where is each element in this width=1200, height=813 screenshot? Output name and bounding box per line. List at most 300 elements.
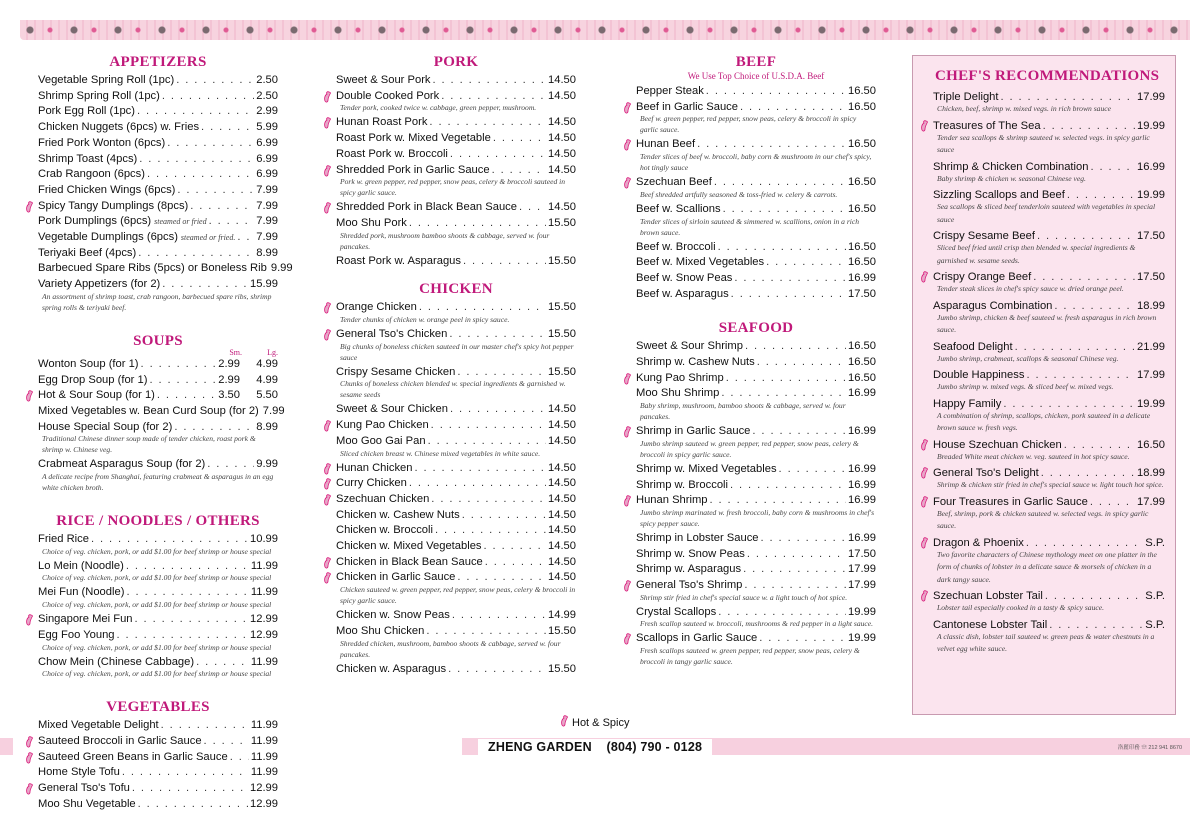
item-price: 11.99 xyxy=(250,750,278,763)
item-price: 14.50 xyxy=(548,74,576,86)
item-description: Shredded chicken, mushroom, bamboo shoots & cabbage, served w. four pancakes. xyxy=(340,638,561,659)
pepper-icon xyxy=(920,537,929,549)
item-price: 14.50 xyxy=(548,116,576,129)
item-name: Shredded Pork in Black Bean Sauce xyxy=(336,201,517,214)
menu-item-row xyxy=(336,523,576,539)
menu-list xyxy=(336,73,576,269)
menu-list xyxy=(636,339,876,667)
menu-item[interactable] xyxy=(636,478,876,494)
item-name: Spicy Tangy Dumplings (8pcs) xyxy=(38,199,189,212)
dot-leader xyxy=(177,183,254,199)
item-price: 11.99 xyxy=(250,655,278,668)
item-price: 15.50 xyxy=(548,328,576,341)
item-name: Lo Mein (Noodle) xyxy=(38,559,124,572)
item-name: Pork Dumplings (6pcs) xyxy=(38,215,152,228)
menu-item-row xyxy=(636,255,876,271)
menu-item-row xyxy=(636,462,876,478)
item-name: Shrimp w. Snow Peas xyxy=(636,547,745,560)
item-name: Dragon & Phoenix xyxy=(933,536,1024,549)
item-name: Beef w. Snow Peas xyxy=(636,271,733,284)
menu-item[interactable] xyxy=(636,240,876,256)
item-price: 6.99 xyxy=(256,152,278,165)
dot-leader xyxy=(138,797,248,813)
item-price: 16.99 xyxy=(848,425,876,438)
menu-item[interactable] xyxy=(336,492,576,508)
item-price: 12.99 xyxy=(250,613,278,626)
item-name: Four Treasures in Garlic Sauce xyxy=(933,495,1088,508)
item-name: Triple Delight xyxy=(933,91,999,103)
item-price: 10.99 xyxy=(250,533,278,546)
item-name: Crispy Sesame Chicken xyxy=(336,365,456,378)
dot-leader xyxy=(718,240,846,256)
dot-leader xyxy=(429,115,546,131)
item-price: 17.50 xyxy=(1137,271,1165,283)
menu-item[interactable] xyxy=(636,100,876,136)
pepper-icon xyxy=(920,467,929,479)
menu-item[interactable] xyxy=(933,89,1165,116)
item-price: 12.99 xyxy=(250,782,278,795)
menu-item[interactable] xyxy=(933,118,1165,157)
menu-item[interactable] xyxy=(336,624,576,660)
item-name: Crystal Scallops xyxy=(636,605,717,618)
menu-item-row xyxy=(336,608,576,624)
menu-item[interactable] xyxy=(336,539,576,555)
pepper-icon xyxy=(25,752,34,764)
item-name: Teriyaki Beef (4pcs) xyxy=(38,246,137,259)
item-name: Shrimp w. Broccoli xyxy=(636,478,729,491)
menu-item-row xyxy=(38,404,285,420)
menu-item[interactable] xyxy=(38,152,278,168)
dot-leader xyxy=(462,508,546,524)
item-name: Sweet & Sour Chicken xyxy=(336,403,448,416)
item-price: 16.99 xyxy=(848,478,876,491)
pepper-icon xyxy=(323,117,332,129)
item-name: Cantonese Lobster Tail xyxy=(933,618,1048,631)
menu-item[interactable] xyxy=(38,120,278,136)
section-appetizers xyxy=(38,54,293,313)
item-name: Scallops in Garlic Sauce xyxy=(636,632,758,645)
item-description: Beef shredded artfully seasoned & toss-fried w. celery & carrots. xyxy=(640,189,838,199)
menu-item[interactable] xyxy=(336,434,576,459)
dot-leader xyxy=(448,662,546,678)
menu-item[interactable] xyxy=(38,373,278,389)
item-price: 14.50 xyxy=(548,508,576,521)
menu-item-row xyxy=(38,718,278,734)
item-name: Crispy Sesame Beef xyxy=(933,230,1035,242)
footer-bar-left xyxy=(0,738,13,755)
item-description: Tender sea scallops & shrimp sauteed w. selected vegs. in spicy garlic sauce xyxy=(937,132,1150,154)
menu-item[interactable] xyxy=(38,734,278,750)
menu-item[interactable] xyxy=(38,765,278,781)
menu-item-row xyxy=(38,750,278,766)
item-price: 16.50 xyxy=(848,202,876,215)
dot-leader xyxy=(167,136,254,152)
menu-item[interactable] xyxy=(38,532,278,557)
item-name: Double Cooked Pork xyxy=(336,89,440,102)
item-name: Chicken w. Snow Peas xyxy=(336,609,450,622)
dot-leader xyxy=(176,73,254,89)
menu-item[interactable] xyxy=(336,254,576,270)
item-name: Chicken in Black Bean Sauce xyxy=(336,555,483,568)
item-name: Fried Chicken Wings (6pcs) xyxy=(38,183,176,196)
dot-leader xyxy=(734,271,846,287)
menu-item[interactable] xyxy=(636,202,876,238)
item-price: 7.99 xyxy=(256,199,278,212)
item-name: Moo Shu Shrimp xyxy=(636,387,720,400)
menu-item[interactable] xyxy=(636,137,876,173)
menu-item[interactable] xyxy=(933,269,1165,296)
pepper-icon xyxy=(25,201,34,213)
menu-item[interactable] xyxy=(933,588,1165,615)
item-name: Hot & Sour Soup (for 1) xyxy=(38,389,155,402)
menu-item[interactable] xyxy=(336,115,576,131)
menu-item[interactable] xyxy=(933,159,1165,186)
menu-item[interactable] xyxy=(336,131,576,147)
item-name: Asparagus Combination xyxy=(933,299,1053,312)
menu-item[interactable] xyxy=(38,420,278,456)
item-price: 7.99 xyxy=(262,404,285,417)
item-note: steamed or fried xyxy=(154,217,207,227)
dot-leader xyxy=(779,462,846,478)
item-description: Jumbo shrimp, crabmeat, scallops & seasonal Chinese veg. xyxy=(937,353,1119,363)
item-description: Choice of veg. chicken, pork, or add $1.00 for beef shrimp or house special xyxy=(42,669,272,679)
item-description: Chicken sauteed w. green pepper, red pepper, snow peas, celery & broccoli in spicy garlic sauce. xyxy=(340,585,576,606)
legend xyxy=(560,715,629,730)
menu-item[interactable] xyxy=(38,183,278,199)
menu-item-row xyxy=(336,200,576,216)
dot-leader xyxy=(450,147,546,163)
menu-item[interactable] xyxy=(636,371,876,387)
item-price: S.P. xyxy=(1145,618,1165,631)
item-price: 12.99 xyxy=(250,628,278,641)
menu-item-row xyxy=(636,547,876,563)
item-price: 14.99 xyxy=(548,609,576,622)
menu-item[interactable] xyxy=(38,559,278,584)
item-price: 14.50 xyxy=(548,477,576,490)
menu-item-row xyxy=(336,461,576,477)
item-price: 17.99 xyxy=(1137,369,1165,381)
menu-item[interactable] xyxy=(336,327,576,363)
item-price: 2.99 xyxy=(218,373,240,386)
pepper-icon xyxy=(623,580,632,592)
menu-item[interactable] xyxy=(336,402,576,418)
menu-item[interactable] xyxy=(336,418,576,434)
item-name: General Tso's Tofu xyxy=(38,782,130,795)
menu-item[interactable] xyxy=(38,199,278,215)
dot-leader xyxy=(743,562,846,578)
item-name: Variety Appetizers (for 2) xyxy=(38,278,161,291)
item-name: Happy Family xyxy=(933,397,1002,410)
item-name: Wonton Soup (for 1) xyxy=(38,357,139,370)
menu-item[interactable] xyxy=(336,300,576,325)
menu-item[interactable] xyxy=(933,494,1165,533)
menu-item[interactable] xyxy=(636,339,876,355)
item-price: 8.99 xyxy=(256,420,278,433)
item-description: Lobster tail especially cooked in a tasty & spicy sauce. xyxy=(937,603,1105,612)
item-description: Two favorite characters of Chinese mythology meet on one platter in the form of chunks of lobster in a delicate sauce & morsels of chicken in a dark tangy sauce. xyxy=(937,549,1157,584)
item-description: A classic dish, lobster tail sauteed w. green peas & water chestnuts in a velvet egg white sauce. xyxy=(937,631,1155,653)
item-description: Tender slices of sirloin sauteed & simmered w. scallions, onion in a rich brown sauce. xyxy=(640,216,860,237)
menu-item[interactable] xyxy=(38,167,278,183)
menu-item-row xyxy=(336,555,576,571)
item-price: 11.99 xyxy=(250,719,278,732)
menu-item-row xyxy=(636,84,876,100)
pepper-icon xyxy=(623,373,632,385)
item-name: Crabmeat Asparagus Soup (for 2) xyxy=(38,458,206,471)
item-price: 17.99 xyxy=(848,579,876,592)
pepper-icon xyxy=(25,783,34,795)
menu-item-row xyxy=(38,388,278,404)
menu-item[interactable] xyxy=(636,531,876,547)
item-price: 14.50 xyxy=(548,555,576,568)
item-price: 16.99 xyxy=(848,531,876,544)
menu-item-row xyxy=(336,254,576,270)
menu-item[interactable] xyxy=(636,84,876,100)
menu-item[interactable] xyxy=(933,339,1165,366)
menu-list xyxy=(636,84,876,302)
item-description: Shrimp & chicken stir fried in chef's special sauce w. light touch hot spice. xyxy=(937,480,1164,489)
menu-item[interactable] xyxy=(38,612,278,628)
dot-leader xyxy=(237,230,254,246)
item-name: Shrimp in Garlic Sauce xyxy=(636,425,751,438)
menu-item-row xyxy=(38,230,278,246)
menu-item[interactable] xyxy=(933,187,1165,226)
item-price: 6.99 xyxy=(256,168,278,181)
menu-item[interactable] xyxy=(933,437,1165,464)
menu-item[interactable] xyxy=(38,457,278,493)
menu-item-row xyxy=(38,765,278,781)
menu-item-row xyxy=(38,261,293,277)
item-price: 14.50 xyxy=(548,434,576,447)
menu-item[interactable] xyxy=(636,386,876,422)
item-name: Egg Foo Young xyxy=(38,628,115,641)
size-large-label: Lg. xyxy=(267,347,278,357)
dot-leader xyxy=(1090,159,1135,175)
item-name: Szechuan Lobster Tail xyxy=(933,590,1043,602)
item-price-large: 5.50 xyxy=(256,389,278,402)
menu-item[interactable] xyxy=(38,797,278,813)
item-price: 15.50 xyxy=(548,624,576,637)
menu-item[interactable] xyxy=(38,655,278,680)
item-name: Beef w. Scallions xyxy=(636,202,721,215)
item-name: Roast Pork w. Broccoli xyxy=(336,147,448,160)
item-name: Moo Shu Pork xyxy=(336,216,407,229)
item-price: 17.50 xyxy=(848,547,876,560)
item-description: Shrimp stir fried in chef's special sauce w. a light touch of hot spice. xyxy=(640,592,848,602)
menu-item[interactable] xyxy=(38,104,278,120)
item-name: Kung Pao Chicken xyxy=(336,419,429,432)
item-description: Tender steak slices in chef's spicy sauce w. dried orange peel. xyxy=(937,284,1124,293)
menu-item-row xyxy=(336,147,576,163)
menu-item[interactable] xyxy=(336,89,576,114)
menu-item[interactable] xyxy=(636,562,876,578)
section-title: APPETIZERS xyxy=(109,54,207,70)
dot-leader xyxy=(463,254,546,270)
pepper-icon xyxy=(323,329,332,341)
item-price: 17.50 xyxy=(848,287,876,300)
menu-list xyxy=(38,718,278,812)
item-description: Baby shrimp & chicken w. seasonal Chinese veg. xyxy=(937,173,1086,183)
section-chefs xyxy=(933,68,1165,656)
item-description: Jumbo shrimp marinated w. fresh broccoli, baby corn & mushrooms in chef's spicy pepper sauce. xyxy=(640,507,875,528)
menu-item[interactable] xyxy=(38,89,278,105)
menu-item[interactable] xyxy=(38,277,278,313)
menu-item[interactable] xyxy=(38,404,285,420)
dot-leader xyxy=(162,89,254,105)
section-title: SOUPS xyxy=(133,332,183,349)
menu-item-row xyxy=(38,246,278,262)
item-name: Beef w. Mixed Vegetables xyxy=(636,256,765,269)
menu-item[interactable] xyxy=(336,147,576,163)
menu-item[interactable] xyxy=(38,246,278,262)
menu-item[interactable] xyxy=(933,617,1165,656)
item-name: Fried Rice xyxy=(38,533,89,546)
dot-leader xyxy=(519,200,546,216)
dot-leader xyxy=(761,531,846,547)
dot-leader xyxy=(766,255,846,271)
section-pork xyxy=(336,54,576,269)
menu-item[interactable] xyxy=(336,508,576,524)
menu-item-row xyxy=(336,492,576,508)
menu-item[interactable] xyxy=(636,547,876,563)
menu-item[interactable] xyxy=(636,578,876,603)
dot-leader xyxy=(747,547,846,563)
menu-item-row xyxy=(38,734,278,750)
menu-item[interactable] xyxy=(336,365,576,401)
column-2 xyxy=(336,52,576,677)
item-description: Tender slices of beef w. broccoli, baby corn & mushroom in our chef's spicy, hot tingly sauce xyxy=(640,152,872,173)
item-description: Tender pork, cooked twice w. cabbage, green pepper, mushroom. xyxy=(340,103,537,113)
menu-item-row xyxy=(336,73,576,89)
menu-item-row xyxy=(336,476,576,492)
item-price: 14.50 xyxy=(548,461,576,474)
menu-item[interactable] xyxy=(336,476,576,492)
menu-item[interactable] xyxy=(933,367,1165,394)
item-price: S.P. xyxy=(1145,590,1165,602)
menu-item[interactable] xyxy=(38,230,278,246)
item-price: 2.50 xyxy=(256,74,278,86)
menu-item[interactable] xyxy=(38,628,278,653)
item-name: Seafood Delight xyxy=(933,340,1013,353)
dot-leader xyxy=(731,287,846,303)
menu-item[interactable] xyxy=(933,396,1165,435)
item-price: 15.50 xyxy=(548,662,576,675)
menu-item[interactable] xyxy=(336,570,576,606)
item-price: 14.50 xyxy=(548,132,576,145)
size-small-label: Sm. xyxy=(229,347,242,357)
menu-item[interactable] xyxy=(336,73,576,89)
menu-item[interactable] xyxy=(336,523,576,539)
item-description: Choice of veg. chicken, pork, or add $1.00 for beef shrimp or house special xyxy=(42,600,272,610)
item-name: Fried Pork Wonton (6pcs) xyxy=(38,136,166,149)
pepper-icon xyxy=(623,102,632,114)
menu-item-row xyxy=(38,612,278,628)
item-name: Singapore Mei Fun xyxy=(38,613,133,626)
pepper-icon xyxy=(920,271,929,283)
pepper-icon xyxy=(323,202,332,214)
section-title: SEAFOOD xyxy=(718,320,794,337)
item-description: Choice of veg. chicken, pork, or add $1.00 for beef shrimp or house special xyxy=(42,546,272,556)
menu-item[interactable] xyxy=(933,465,1165,492)
item-price: 16.50 xyxy=(1137,438,1165,451)
menu-item[interactable] xyxy=(636,287,876,303)
dot-leader xyxy=(485,555,546,571)
item-name: Moo Shu Vegetable xyxy=(38,797,136,810)
item-name: General Tso's Delight xyxy=(933,467,1039,479)
item-price: 17.99 xyxy=(1137,91,1165,103)
menu-item[interactable] xyxy=(38,718,278,734)
menu-item[interactable] xyxy=(38,388,278,404)
item-name: Hunan Roast Pork xyxy=(336,116,428,129)
item-price: 14.50 xyxy=(548,163,576,176)
menu-item-row xyxy=(636,355,876,371)
menu-item[interactable] xyxy=(636,462,876,478)
item-price-large: 4.99 xyxy=(256,373,278,386)
menu-item[interactable] xyxy=(933,298,1165,337)
menu-item[interactable] xyxy=(933,228,1165,267)
menu-item[interactable] xyxy=(336,163,576,199)
dot-leader xyxy=(435,523,546,539)
menu-item[interactable] xyxy=(636,355,876,371)
item-name: Shrimp Toast (4pcs) xyxy=(38,152,138,165)
dot-leader xyxy=(431,492,546,508)
menu-item[interactable] xyxy=(636,175,876,200)
menu-item[interactable] xyxy=(636,255,876,271)
menu-item[interactable] xyxy=(38,136,278,152)
menu-item[interactable] xyxy=(38,214,278,230)
menu-item[interactable] xyxy=(336,608,576,624)
menu-item[interactable] xyxy=(336,200,576,216)
item-description: Beef w. green pepper, red pepper, snow peas, celery & broccoli in spicy garlic sauce. xyxy=(640,114,857,135)
item-description: Breaded White meat chicken w. veg. sauteed in hot spicy sauce. xyxy=(937,451,1130,461)
menu-item[interactable] xyxy=(38,73,278,89)
item-name: Chicken Nuggets (6pcs) w. Fries xyxy=(38,121,200,134)
menu-item[interactable] xyxy=(336,216,576,252)
section-title: BEEF xyxy=(735,54,777,70)
item-name: Chicken w. Cashew Nuts xyxy=(336,508,460,521)
section-title: CHICKEN xyxy=(419,281,493,298)
dot-leader xyxy=(757,355,846,371)
menu-item[interactable] xyxy=(38,585,278,610)
item-description: Chicken, beef, shrimp w. mixed vegs. in rich brown sauce xyxy=(937,104,1111,113)
dot-leader xyxy=(484,539,546,555)
menu-item[interactable] xyxy=(933,535,1165,587)
menu-item[interactable] xyxy=(636,493,876,529)
menu-item[interactable] xyxy=(336,555,576,571)
menu-item-row xyxy=(38,781,278,797)
menu-item-row xyxy=(636,531,876,547)
menu-item[interactable] xyxy=(636,424,876,460)
menu-item[interactable] xyxy=(636,605,876,630)
menu-item[interactable] xyxy=(636,631,876,667)
dot-leader xyxy=(161,718,249,734)
menu-item[interactable] xyxy=(38,781,278,797)
menu-item[interactable] xyxy=(636,271,876,287)
menu-item[interactable] xyxy=(38,750,278,766)
menu-list xyxy=(38,73,293,313)
menu-item-row xyxy=(38,167,278,183)
menu-item[interactable] xyxy=(336,461,576,477)
restaurant-name: ZHENG GARDEN xyxy=(488,740,592,754)
item-name: Double Happiness xyxy=(933,369,1025,381)
menu-item[interactable] xyxy=(336,662,576,678)
menu-item[interactable] xyxy=(38,261,293,277)
dot-leader xyxy=(147,167,254,183)
section-title: RICE / NOODLES / OTHERS xyxy=(56,513,260,530)
pepper-icon xyxy=(323,572,332,584)
menu-item[interactable] xyxy=(38,357,278,373)
item-name: House Szechuan Chicken xyxy=(933,438,1062,451)
